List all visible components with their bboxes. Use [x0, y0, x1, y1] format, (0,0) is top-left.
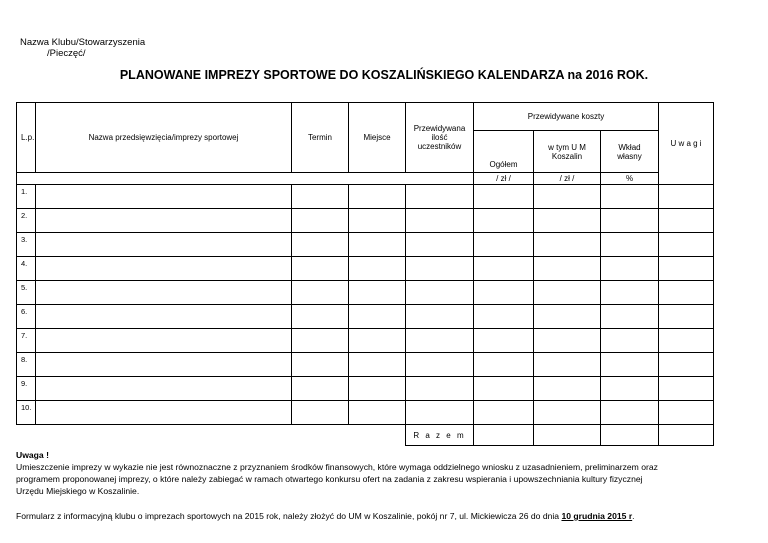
- sum-total[interactable]: [474, 425, 534, 446]
- remarks-cell[interactable]: [659, 185, 714, 209]
- event-name-cell[interactable]: [36, 353, 292, 377]
- remarks-cell[interactable]: [659, 257, 714, 281]
- own-cell[interactable]: [601, 353, 659, 377]
- table-row: [17, 185, 714, 209]
- club-stamp-label: [20, 37, 145, 59]
- row-number: 6.: [17, 305, 36, 329]
- form-note-end: .: [632, 511, 635, 521]
- own-cell[interactable]: [601, 185, 659, 209]
- remarks-cell[interactable]: [659, 377, 714, 401]
- row-number: 1.: [17, 185, 36, 209]
- table-row: [17, 233, 714, 257]
- event-name-cell[interactable]: [36, 209, 292, 233]
- header-term: Termin: [292, 103, 349, 173]
- header-um: [534, 131, 601, 173]
- total-cell[interactable]: [474, 185, 534, 209]
- event-name-cell[interactable]: [36, 233, 292, 257]
- unit-total: / zł /: [474, 173, 534, 185]
- um-cell[interactable]: [534, 209, 601, 233]
- place-cell[interactable]: [349, 257, 406, 281]
- row-number: 9.: [17, 377, 36, 401]
- row-number: 4.: [17, 257, 36, 281]
- term-cell[interactable]: [292, 209, 349, 233]
- table-row: [17, 353, 714, 377]
- event-name-cell[interactable]: [36, 329, 292, 353]
- um-cell[interactable]: [534, 257, 601, 281]
- participants-cell[interactable]: [406, 209, 474, 233]
- own-cell[interactable]: [601, 257, 659, 281]
- remarks-cell[interactable]: [659, 281, 714, 305]
- notes-heading: Uwaga !: [16, 450, 49, 460]
- header-own: [601, 131, 659, 173]
- own-cell[interactable]: [601, 377, 659, 401]
- header-participants-line1: Przewidywana: [413, 124, 466, 133]
- own-cell[interactable]: [601, 209, 659, 233]
- header-spacer: [17, 173, 474, 185]
- notes-line-2: programem proponowanej imprezy, o które należy zabiegać w ramach otwartego konkursu ofert na zadania z zakresu wspierania i upowszechniania kultury fizycznej: [16, 474, 643, 484]
- row-number: 8.: [17, 353, 36, 377]
- remarks-cell[interactable]: [659, 401, 714, 425]
- term-cell[interactable]: [292, 353, 349, 377]
- place-cell[interactable]: [349, 185, 406, 209]
- remarks-cell[interactable]: [659, 353, 714, 377]
- row-number: 2.: [17, 209, 36, 233]
- notes-block: [16, 449, 756, 497]
- um-cell[interactable]: [534, 233, 601, 257]
- term-cell[interactable]: [292, 401, 349, 425]
- row-number: 7.: [17, 329, 36, 353]
- sum-um[interactable]: [534, 425, 601, 446]
- event-name-cell[interactable]: [36, 185, 292, 209]
- event-name-cell[interactable]: [36, 281, 292, 305]
- event-name-cell[interactable]: [36, 257, 292, 281]
- own-cell[interactable]: [601, 329, 659, 353]
- table-row: [17, 305, 714, 329]
- participants-cell[interactable]: [406, 377, 474, 401]
- unit-um: / zł /: [534, 173, 601, 185]
- remarks-cell[interactable]: [659, 209, 714, 233]
- term-cell[interactable]: [292, 305, 349, 329]
- table-row: [17, 209, 714, 233]
- event-name-cell[interactable]: [36, 305, 292, 329]
- total-cell[interactable]: [474, 353, 534, 377]
- participants-cell[interactable]: [406, 353, 474, 377]
- table-row: [17, 281, 714, 305]
- participants-cell[interactable]: [406, 257, 474, 281]
- total-cell[interactable]: [474, 209, 534, 233]
- sum-spacer: [17, 425, 406, 446]
- um-cell[interactable]: [534, 305, 601, 329]
- own-cell[interactable]: [601, 305, 659, 329]
- total-cell[interactable]: [474, 329, 534, 353]
- row-number: 5.: [17, 281, 36, 305]
- header-participants-line3: uczestników: [417, 142, 462, 151]
- term-cell[interactable]: [292, 185, 349, 209]
- participants-cell[interactable]: [406, 329, 474, 353]
- own-cell[interactable]: [601, 281, 659, 305]
- total-cell[interactable]: [474, 233, 534, 257]
- header-remarks: U w a g i: [659, 103, 714, 185]
- total-cell[interactable]: [474, 401, 534, 425]
- sum-label: R a z e m: [406, 425, 474, 446]
- table-body: [17, 185, 714, 425]
- row-number: 3.: [17, 233, 36, 257]
- header-own-line1: Wkład: [618, 142, 641, 152]
- club-stamp-hint: /Pieczęć/: [47, 48, 86, 59]
- header-place: Miejsce: [349, 103, 406, 173]
- total-cell[interactable]: [474, 305, 534, 329]
- total-cell[interactable]: [474, 281, 534, 305]
- place-cell[interactable]: [349, 377, 406, 401]
- form-note-text: Formularz z informacyjną klubu o imprezach sportowych na 2015 rok, należy złożyć do UM w Koszalinie, pokój nr 7, ul. Mickiewicza 26 do dnia: [16, 511, 562, 521]
- place-cell[interactable]: [349, 281, 406, 305]
- header-costs-group: Przewidywane koszty: [474, 103, 659, 131]
- table-row: [17, 257, 714, 281]
- notes-line-1: Umieszczenie imprezy w wykazie nie jest równoznaczne z przyznaniem środków finansowych, które wymaga oddzielnego wniosku z uzasadnieniem, preliminarzem oraz: [16, 462, 658, 472]
- term-cell[interactable]: [292, 377, 349, 401]
- place-cell[interactable]: [349, 401, 406, 425]
- participants-cell[interactable]: [406, 401, 474, 425]
- place-cell[interactable]: [349, 233, 406, 257]
- um-cell[interactable]: [534, 353, 601, 377]
- table-row: [17, 329, 714, 353]
- participants-cell[interactable]: [406, 281, 474, 305]
- events-table: [16, 102, 714, 446]
- sum-own[interactable]: [601, 425, 659, 446]
- event-name-cell[interactable]: [36, 377, 292, 401]
- um-cell[interactable]: [534, 377, 601, 401]
- um-cell[interactable]: [534, 185, 601, 209]
- form-submission-note: [16, 511, 635, 521]
- page-title: PLANOWANE IMPREZY SPORTOWE DO KOSZALIŃSKIEGO KALENDARZA na 2016 ROK.: [119, 68, 649, 82]
- term-cell[interactable]: [292, 233, 349, 257]
- notes-line-3: Urzędu Miejskiego w Koszalinie.: [16, 486, 140, 496]
- remarks-cell[interactable]: [659, 329, 714, 353]
- header-um-line1: w tym U M: [548, 142, 586, 152]
- um-cell[interactable]: [534, 281, 601, 305]
- place-cell[interactable]: [349, 305, 406, 329]
- total-cell[interactable]: [474, 377, 534, 401]
- row-number: 10.: [17, 401, 36, 425]
- own-cell[interactable]: [601, 401, 659, 425]
- club-name-label: Nazwa Klubu/Stowarzyszenia: [20, 37, 146, 48]
- place-cell[interactable]: [349, 329, 406, 353]
- participants-cell[interactable]: [406, 233, 474, 257]
- place-cell[interactable]: [349, 353, 406, 377]
- participants-cell[interactable]: [406, 185, 474, 209]
- header-participants-line2: ilość: [431, 133, 448, 142]
- header-own-line2: własny: [617, 151, 642, 161]
- place-cell[interactable]: [349, 209, 406, 233]
- header-event-name: Nazwa przedsięwzięcia/imprezy sportowej: [36, 103, 292, 173]
- term-cell[interactable]: [292, 281, 349, 305]
- header-lp: L.p.: [17, 103, 36, 173]
- header-participants: [406, 103, 474, 173]
- term-cell[interactable]: [292, 329, 349, 353]
- remarks-cell[interactable]: [659, 233, 714, 257]
- own-cell[interactable]: [601, 233, 659, 257]
- um-cell[interactable]: [534, 401, 601, 425]
- total-cell[interactable]: [474, 257, 534, 281]
- form-note-deadline: 10 grudnia 2015 r: [561, 511, 633, 521]
- event-name-cell[interactable]: [36, 401, 292, 425]
- term-cell[interactable]: [292, 257, 349, 281]
- um-cell[interactable]: [534, 329, 601, 353]
- header-total: Ogółem: [474, 131, 534, 173]
- participants-cell[interactable]: [406, 305, 474, 329]
- table-row: [17, 401, 714, 425]
- remarks-cell[interactable]: [659, 305, 714, 329]
- table-row: [17, 377, 714, 401]
- unit-own: %: [601, 173, 659, 185]
- header-um-line2: Koszalin: [551, 151, 583, 161]
- sum-remarks[interactable]: [659, 425, 714, 446]
